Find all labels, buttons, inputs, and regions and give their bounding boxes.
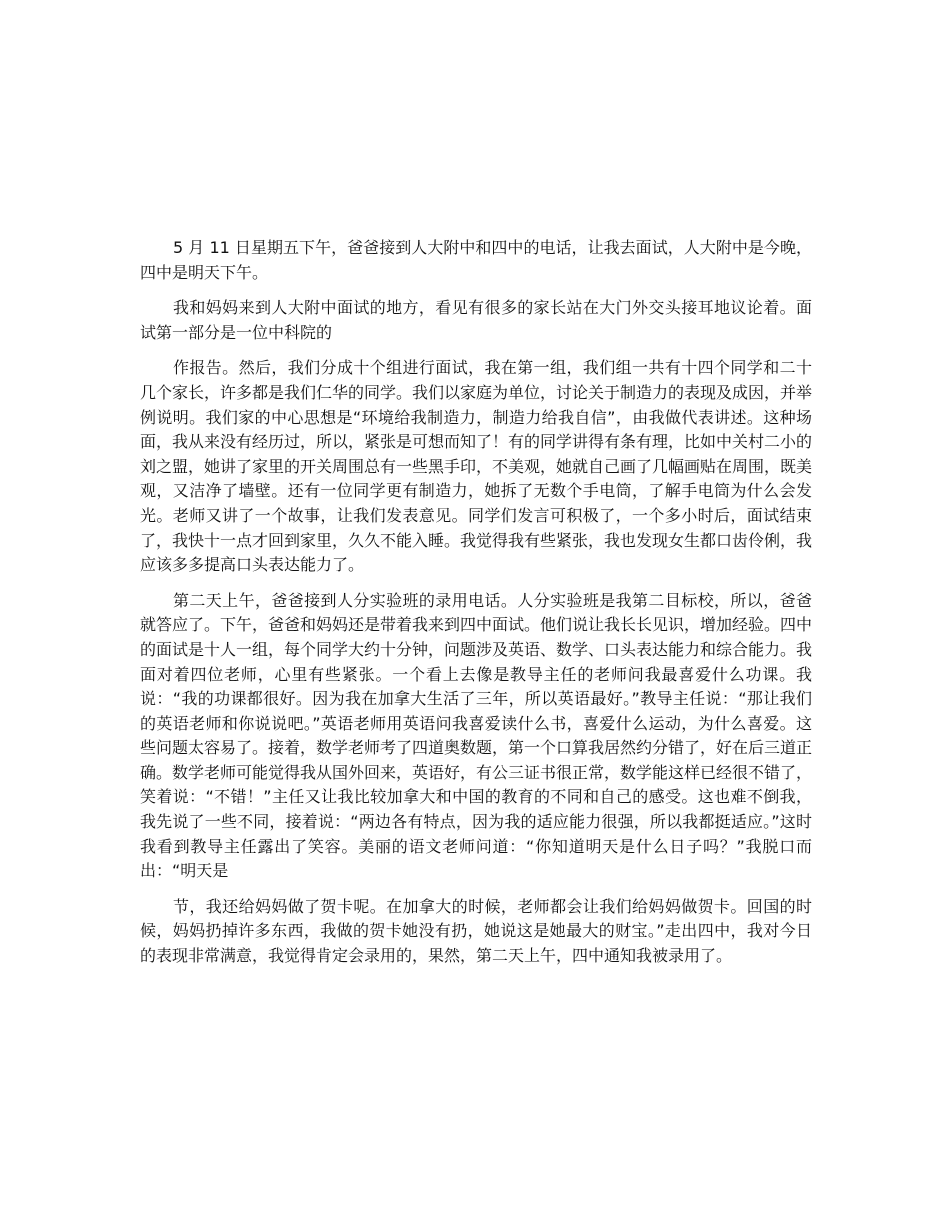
paragraph-1: 5 月 11 日星期五下午，爸爸接到人大附中和四中的电话，让我去面试，人大附中是今晚，四中是明天下午。	[140, 238, 812, 282]
paragraph-3: 作报告。然后，我们分成十个组进行面试，我在第一组，我们组一共有十四个同学和二十几个家长，许多都是我们仁华的同学。我们以家庭为单位，讨论关于制造力的表现及成因，并举例说明。我们家的中心思想是“环境给我制造力，制造力给我自信”，由我做代表讲述。这种场面，我从来没有经历过，所以，紧张是可想而知了！有的同学讲得有条有理，比如中关村二小的刘之盟，她讲了家里的开关周围总有一些黑手印，不美观，她就自己画了几幅画贴在周围，既美观，又洁净了墙壁。还有一位同学更有制造力，她拆了无数个手电筒，了解手电筒为什么会发光。老师又讲了一个故事，让我们发表意见。同学们发言可积极了，一个多小时后，面试结束了，我快十一点才回到家里，久久不能入睡。我觉得我有些紧张，我也发现女生都口齿伶俐，我应该多多提高口头表达能力了。	[140, 358, 813, 575]
document-page	[140, 236, 812, 980]
paragraph-4: 第二天上午，爸爸接到人分实验班的录用电话。人分实验班是我第二目标校，所以，爸爸就答应了。下午，爸爸和妈妈还是带着我来到四中面试。他们说让我长长见识，增加经验。四中的面试是十人一组，每个同学大约十分钟，问题涉及英语、数学、口头表达能力和综合能力。我面对着四位老师，心里有些紧张。一个看上去像是教导主任的老师问我最喜爱什么功课。我说：“我的功课都很好。因为我在加拿大生活了三年，所以英语最好。”教导主任说：“那让我们的英语老师和你说说吧。”英语老师用英语问我喜爱读什么书，喜爱什么运动，为什么喜爱。这些问题太容易了。接着，数学老师考了四道奥数题，第一个口算我居然约分错了，好在后三道正确。数学老师可能觉得我从国外回来，英语好，有公三证书很正常，数学能这样已经很不错了，笑着说：“不错！”主任又让我比较加拿大和中国的教育的不同和自己的感受。这也难不倒我，我先说了一些不同，接着说：“两边各有特点，因为我的适应能力很强，所以我都挺适应。”这时我看到教导主任露出了笑容。美丽的语文老师问道：“你知道明天是什么日子吗？”我脱口而出：“明天是	[140, 590, 813, 881]
paragraph-5: 节，我还给妈妈做了贺卡呢。在加拿大的时候，老师都会让我们给妈妈做贺卡。回国的时候，妈妈扔掉许多东西，我做的贺卡她没有扔，她说这是她最大的财宝。”走出四中，我对今日的表现非常满意，我觉得肯定会录用的，果然，第二天上午，四中通知我被录用了。	[140, 896, 812, 966]
paragraph-2: 我和妈妈来到人大附中面试的地方，看见有很多的家长站在大门外交头接耳地议论着。面试第一部分是一位中科院的	[140, 298, 812, 342]
